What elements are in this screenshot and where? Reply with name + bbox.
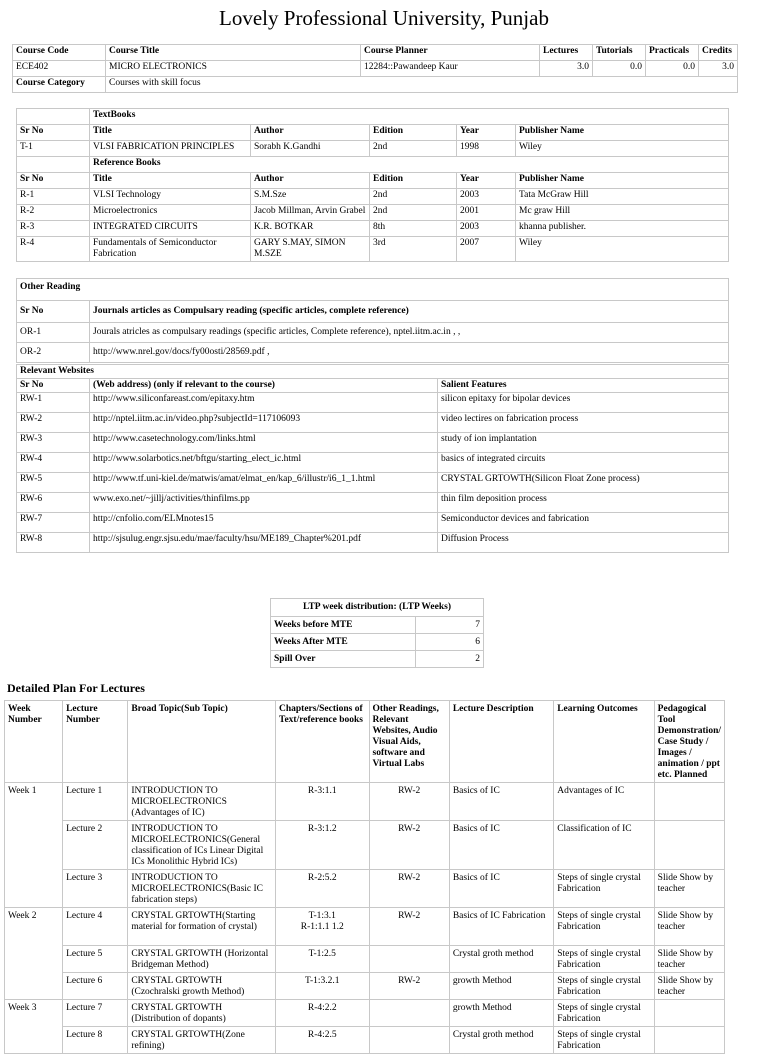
tutorials-value: 0.0 <box>593 61 646 77</box>
table-cell: INTRODUCTION TO MICROELECTRONICS(Basic IC fabrication steps) <box>128 870 276 908</box>
websites-header-row <box>17 379 729 393</box>
table-row <box>17 221 729 237</box>
table-cell: R-4 <box>17 237 90 262</box>
table-cell: 2003 <box>457 221 516 237</box>
table-cell: RW-5 <box>17 473 90 493</box>
table-cell <box>5 973 63 1000</box>
plan-header-row <box>5 701 725 783</box>
table-cell: INTEGRATED CIRCUITS <box>90 221 251 237</box>
table-cell: 1998 <box>457 141 516 157</box>
reference_books-heading: Reference Books <box>90 157 729 173</box>
course-planner-header: Course Planner <box>361 45 540 61</box>
column-header: Sr No <box>17 173 90 189</box>
table-cell: CRYSTAL GRTOWTH(Silicon Float Zone process) <box>438 473 729 493</box>
credits-header: Credits <box>699 45 738 61</box>
column-header: Year <box>457 173 516 189</box>
lecture-row <box>5 1000 725 1027</box>
other-reading-heading-row <box>17 279 729 301</box>
table-cell: T-1 <box>17 141 90 157</box>
column-header: Broad Topic(Sub Topic) <box>128 701 276 783</box>
table-cell: http://nptel.iitm.ac.in/video.php?subjectId=117106093 <box>90 413 438 433</box>
table-cell: Lecture 1 <box>63 783 128 821</box>
table-cell: CRYSTAL GRTOWTH (Czochralski growth Method) <box>128 973 276 1000</box>
column-header: Other Readings, Relevant Websites, Audio Visual Aids, software and Virtual Labs <box>369 701 449 783</box>
table-cell: Steps of single crystal Fabrication <box>554 973 654 1000</box>
table-row <box>271 634 484 651</box>
table-cell: Basics of IC <box>449 783 553 821</box>
table-cell: GARY S.MAY, SIMON M.SZE <box>251 237 370 262</box>
table-cell: Lecture 6 <box>63 973 128 1000</box>
table-cell: Microelectronics <box>90 205 251 221</box>
table-cell: Steps of single crystal Fabrication <box>554 1000 654 1027</box>
table-cell: http://www.casetechnology.com/links.html <box>90 433 438 453</box>
table-cell: 8th <box>370 221 457 237</box>
table-cell: silicon epitaxy for bipolar devices <box>438 393 729 413</box>
table-row <box>17 323 729 343</box>
table-cell: Slide Show by teacher <box>654 946 724 973</box>
table-cell: Lecture 7 <box>63 1000 128 1027</box>
table-row <box>17 343 729 363</box>
table-cell: study of ion implantation <box>438 433 729 453</box>
table-cell: http://www.nrel.gov/docs/fy00osti/28569.pdf , <box>90 343 729 363</box>
tutorials-header: Tutorials <box>593 45 646 61</box>
table-cell: OR-1 <box>17 323 90 343</box>
table-cell: RW-2 <box>369 783 449 821</box>
course-title: MICRO ELECTRONICS <box>106 61 361 77</box>
lecture-row <box>5 783 725 821</box>
lecture-row <box>5 870 725 908</box>
table-cell: Crystal groth method <box>449 1027 553 1054</box>
table-cell: T-1:3.1 R-1:1.1 1.2 <box>276 908 370 946</box>
table-cell: Steps of single crystal Fabrication <box>554 870 654 908</box>
table-row <box>271 651 484 668</box>
table-cell: VLSI Technology <box>90 189 251 205</box>
column-header: Title <box>90 125 251 141</box>
table-cell: Semiconductor devices and fabrication <box>438 513 729 533</box>
table-cell: http://sjsulug.engr.sjsu.edu/mae/faculty/hsu/ME189_Chapter%201.pdf <box>90 533 438 553</box>
column-header: Learning Outcomes <box>554 701 654 783</box>
column-header: Sr No <box>17 125 90 141</box>
websites-heading-row <box>17 365 729 379</box>
reference_books-header-row <box>17 173 729 189</box>
table-cell: R-4:2.5 <box>276 1027 370 1054</box>
table-cell: RW-1 <box>17 393 90 413</box>
table-cell: INTRODUCTION TO MICROELECTRONICS(General classification of ICs Linear Digital ICs Monolithic Hybrid ICs) <box>128 821 276 870</box>
table-cell: video lectires on fabrication process <box>438 413 729 433</box>
ltp-value: 2 <box>416 651 484 668</box>
ltp-value: 7 <box>416 617 484 634</box>
table-cell: R-1 <box>17 189 90 205</box>
lecture-plan-heading: Detailed Plan For Lectures <box>7 681 145 695</box>
ltp-label: Weeks before MTE <box>271 617 416 634</box>
table-cell: Wiley <box>516 141 729 157</box>
table-cell: Lecture 5 <box>63 946 128 973</box>
table-cell: RW-4 <box>17 453 90 473</box>
column-header: Chapters/Sections of Text/reference books <box>276 701 370 783</box>
table-cell: RW-6 <box>17 493 90 513</box>
column-header: Journals articles as Compulsary reading (specific articles, complete reference) <box>90 301 729 323</box>
table-row <box>17 473 729 493</box>
column-header: Lecture Number <box>63 701 128 783</box>
table-cell <box>654 1000 724 1027</box>
column-header: Title <box>90 173 251 189</box>
table-cell: T-1:3.2.1 <box>276 973 370 1000</box>
table-cell: 2003 <box>457 189 516 205</box>
ltp-heading: LTP week distribution: (LTP Weeks) <box>271 599 484 617</box>
column-header: Week Number <box>5 701 63 783</box>
column-header: Publisher Name <box>516 173 729 189</box>
table-cell: R-2 <box>17 205 90 221</box>
table-cell: RW-2 <box>17 413 90 433</box>
ltp-label: Weeks After MTE <box>271 634 416 651</box>
table-row <box>17 533 729 553</box>
table-row <box>17 393 729 413</box>
table-row <box>17 189 729 205</box>
lecture-row <box>5 1027 725 1054</box>
lecture-row <box>5 973 725 1000</box>
table-cell: K.R. BOTKAR <box>251 221 370 237</box>
table-cell: Slide Show by teacher <box>654 973 724 1000</box>
table-cell: thin film deposition process <box>438 493 729 513</box>
lectures-value: 3.0 <box>540 61 593 77</box>
table-cell: Jacob Millman, Arvin Grabel <box>251 205 370 221</box>
textbooks-heading-row <box>17 109 729 125</box>
table-cell: RW-2 <box>369 821 449 870</box>
table-cell: Lecture 2 <box>63 821 128 870</box>
spacer-cell <box>17 157 90 173</box>
practicals-value: 0.0 <box>646 61 699 77</box>
ltp-table <box>270 598 484 668</box>
credits-value: 3.0 <box>699 61 738 77</box>
page-title: Lovely Professional University, Punjab <box>219 6 549 30</box>
table-cell: 2nd <box>370 189 457 205</box>
table-cell: growth Method <box>449 1000 553 1027</box>
table-cell: OR-2 <box>17 343 90 363</box>
ltp-label: Spill Over <box>271 651 416 668</box>
course-category-label: Course Category <box>13 77 106 93</box>
table-cell: Classification of IC <box>554 821 654 870</box>
lecture-row <box>5 946 725 973</box>
course-code-header: Course Code <box>13 45 106 61</box>
table-row <box>17 141 729 157</box>
column-header: (Web address) (only if relevant to the course) <box>90 379 438 393</box>
course-title-header: Course Title <box>106 45 361 61</box>
table-cell: 2007 <box>457 237 516 262</box>
column-header: Edition <box>370 125 457 141</box>
table-cell: Steps of single crystal Fabrication <box>554 908 654 946</box>
table-cell: khanna publisher. <box>516 221 729 237</box>
other-reading-header-row <box>17 301 729 323</box>
table-cell: www.exo.net/~jillj/activities/thinfilms.pp <box>90 493 438 513</box>
course-category: Courses with skill focus <box>106 77 738 93</box>
column-header: Sr No <box>17 301 90 323</box>
table-cell: CRYSTAL GRTOWTH (Horizontal Bridgeman Method) <box>128 946 276 973</box>
table-cell: Lecture 4 <box>63 908 128 946</box>
table-cell: Lecture 3 <box>63 870 128 908</box>
table-cell: S.M.Sze <box>251 189 370 205</box>
table-cell: R-3:1.2 <box>276 821 370 870</box>
table-cell <box>369 1000 449 1027</box>
table-cell: Basics of IC Fabrication <box>449 908 553 946</box>
table-cell: CRYSTAL GRTOWTH(Zone refining) <box>128 1027 276 1054</box>
table-cell: Slide Show by teacher <box>654 908 724 946</box>
table-cell: 3rd <box>370 237 457 262</box>
table-cell: Crystal groth method <box>449 946 553 973</box>
lectures-header: Lectures <box>540 45 593 61</box>
relevant-websites-table <box>16 364 729 553</box>
column-header: Year <box>457 125 516 141</box>
table-cell <box>654 821 724 870</box>
table-cell: growth Method <box>449 973 553 1000</box>
table-cell <box>654 1027 724 1054</box>
spacer-cell <box>17 109 90 125</box>
table-cell <box>5 1027 63 1054</box>
table-cell <box>5 946 63 973</box>
other-reading-heading: Other Reading <box>17 279 729 301</box>
table-cell <box>5 821 63 870</box>
column-header: Lecture Description <box>449 701 553 783</box>
table-cell: RW-7 <box>17 513 90 533</box>
table-cell: Week 3 <box>5 1000 63 1027</box>
table-cell: CRYSTAL GRTOWTH(Starting material for formation of crystal) <box>128 908 276 946</box>
table-cell: Week 2 <box>5 908 63 946</box>
lecture-row <box>5 908 725 946</box>
textbooks-heading: TextBooks <box>90 109 729 125</box>
table-cell: Tata McGraw Hill <box>516 189 729 205</box>
column-header: Publisher Name <box>516 125 729 141</box>
table-row <box>17 493 729 513</box>
table-cell <box>369 1027 449 1054</box>
column-header: Pedagogical Tool Demonstration/ Case Study / Images / animation / ppt etc. Planned <box>654 701 724 783</box>
table-cell: Basics of IC <box>449 870 553 908</box>
table-cell: R-3:1.1 <box>276 783 370 821</box>
ltp-value: 6 <box>416 634 484 651</box>
ltp-heading-row <box>271 599 484 617</box>
table-row <box>17 205 729 221</box>
table-cell: 2nd <box>370 205 457 221</box>
table-cell: http://www.tf.uni-kiel.de/matwis/amat/elmat_en/kap_6/illustr/i6_1_1.html <box>90 473 438 493</box>
table-cell: Steps of single crystal Fabrication <box>554 946 654 973</box>
table-cell: Basics of IC <box>449 821 553 870</box>
practicals-header: Practicals <box>646 45 699 61</box>
table-cell: Diffusion Process <box>438 533 729 553</box>
reference_books-heading-row <box>17 157 729 173</box>
table-cell <box>369 946 449 973</box>
other-reading-table <box>16 278 729 363</box>
table-cell: RW-3 <box>17 433 90 453</box>
table-cell: Slide Show by teacher <box>654 870 724 908</box>
table-cell: http://cnfolio.com/ELMnotes15 <box>90 513 438 533</box>
course-info-table <box>12 44 738 93</box>
column-header: Author <box>251 125 370 141</box>
table-cell: R-3 <box>17 221 90 237</box>
table-cell: Jourals atricles as compulsary readings (specific articles, Complete reference), nptel.iitm.ac.in , , <box>90 323 729 343</box>
lecture-row <box>5 821 725 870</box>
table-row <box>17 453 729 473</box>
table-cell: RW-8 <box>17 533 90 553</box>
table-cell: RW-2 <box>369 908 449 946</box>
table-cell: RW-2 <box>369 973 449 1000</box>
table-cell: http://www.solarbotics.net/bftgu/starting_elect_ic.html <box>90 453 438 473</box>
table-cell: R-4:2.2 <box>276 1000 370 1027</box>
table-row <box>17 413 729 433</box>
table-cell: 2nd <box>370 141 457 157</box>
table-cell <box>5 870 63 908</box>
column-header: Salient Features <box>438 379 729 393</box>
textbooks-header-row <box>17 125 729 141</box>
table-cell <box>654 783 724 821</box>
table-cell: Advantages of IC <box>554 783 654 821</box>
course-code: ECE402 <box>13 61 106 77</box>
column-header: Sr No <box>17 379 90 393</box>
table-cell: 2001 <box>457 205 516 221</box>
table-cell: VLSI FABRICATION PRINCIPLES <box>90 141 251 157</box>
table-cell: Week 1 <box>5 783 63 821</box>
table-cell: RW-2 <box>369 870 449 908</box>
table-cell: Lecture 8 <box>63 1027 128 1054</box>
table-cell: T-1:2.5 <box>276 946 370 973</box>
table-cell: Sorabh K.Gandhi <box>251 141 370 157</box>
table-row <box>17 237 729 262</box>
table-cell: Wiley <box>516 237 729 262</box>
table-cell: CRYSTAL GRTOWTH (Distribution of dopants) <box>128 1000 276 1027</box>
lecture-plan-table <box>4 700 725 1054</box>
table-cell: Mc graw Hill <box>516 205 729 221</box>
table-cell: Steps of single crystal Fabrication <box>554 1027 654 1054</box>
table-row <box>271 617 484 634</box>
table-cell: basics of integrated circuits <box>438 453 729 473</box>
course-planner: 12284::Pawandeep Kaur <box>361 61 540 77</box>
table-row <box>17 433 729 453</box>
table-cell: INTRODUCTION TO MICROELECTRONICS (Advantages of IC) <box>128 783 276 821</box>
column-header: Author <box>251 173 370 189</box>
table-cell: R-2:5.2 <box>276 870 370 908</box>
table-cell: Fundamentals of Semiconductor Fabrication <box>90 237 251 262</box>
websites-heading: Relevant Websites <box>17 365 729 379</box>
books-table <box>16 108 729 262</box>
table-cell: http://www.siliconfareast.com/epitaxy.htm <box>90 393 438 413</box>
column-header: Edition <box>370 173 457 189</box>
table-row <box>17 513 729 533</box>
